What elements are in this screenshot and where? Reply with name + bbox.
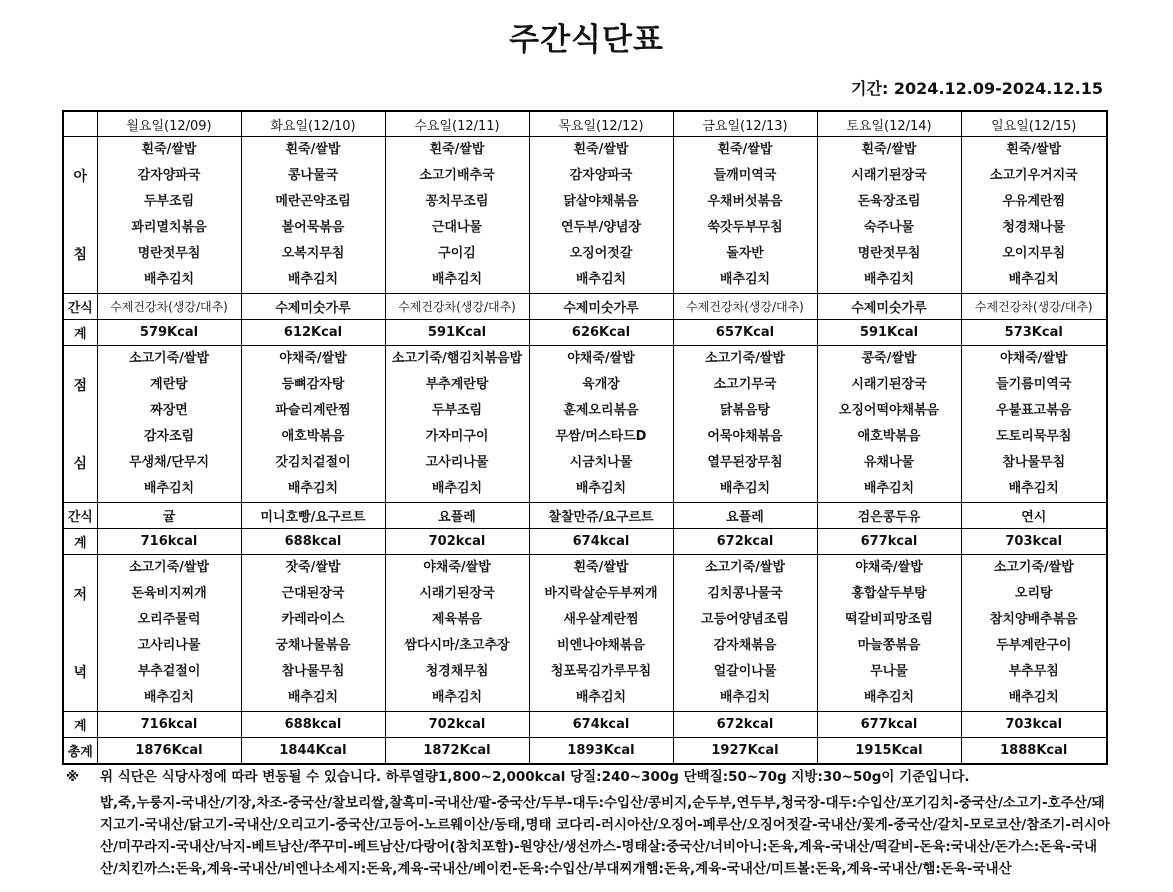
- lunch-kcal-cell: 703kcal: [961, 529, 1107, 555]
- breakfast-label-text: [64, 137, 97, 293]
- breakfast-label-char: 아: [73, 169, 88, 185]
- afternoon-snack-cell: 검은콩두유: [817, 503, 961, 529]
- breakfast-label-char: 침: [73, 247, 88, 263]
- lunch-kcal-cell: 688kcal: [241, 529, 385, 555]
- lunch-kcal-cell: 674kcal: [529, 529, 673, 555]
- menu-item: 배추김치: [575, 481, 627, 496]
- dinner-label-char: 저: [73, 587, 88, 603]
- daily-total-kcal-cell: 1915Kcal: [817, 738, 961, 765]
- dinner-cell: [385, 555, 529, 712]
- menu-item: 짜장면: [150, 403, 188, 418]
- lunch-cell: [529, 346, 673, 503]
- menu-item: 파슬리계란찜: [275, 403, 351, 418]
- menu-item: 흰죽/쌀밥: [717, 142, 773, 157]
- menu-item: 흰죽/쌀밥: [573, 142, 629, 157]
- menu-item: 고등어양념조림: [701, 612, 789, 627]
- dinner-cell: [673, 555, 817, 712]
- menu-item: 소고기무국: [713, 377, 777, 392]
- menu-item: 두부조림: [143, 194, 195, 209]
- menu-item: 배추김치: [863, 690, 915, 705]
- menu-items: [242, 137, 385, 293]
- afternoon-snack-cell: 찰찰만쥬/요구르트: [529, 503, 673, 529]
- lunch-kcal-row: [63, 529, 1107, 555]
- menu-item: 배추김치: [143, 690, 195, 705]
- menu-item: 배추김치: [287, 272, 339, 287]
- afternoon-snack-cell: 미니호빵/요구르트: [241, 503, 385, 529]
- menu-item: 배추김치: [719, 690, 771, 705]
- morning-snack-row: [63, 294, 1107, 320]
- day-header: 목요일(12/12): [529, 111, 673, 137]
- menu-item: 콩죽/쌀밥: [861, 351, 917, 366]
- lunch-kcal-cell: 702kcal: [385, 529, 529, 555]
- menu-item: 근대나물: [431, 220, 483, 235]
- breakfast-kcal-cell: 657Kcal: [673, 320, 817, 346]
- menu-item: 갓김치겉절이: [275, 455, 351, 470]
- lunch-label-char: 점: [73, 378, 88, 394]
- lunch-cell: [241, 346, 385, 503]
- menu-item: 오리주물럭: [137, 612, 201, 627]
- lunch-label-char: 심: [73, 456, 88, 472]
- afternoon-snack-cell: 귤: [97, 503, 241, 529]
- dinner-label-char: 녁: [73, 665, 88, 681]
- lunch-cell: [961, 346, 1107, 503]
- menu-item: 잣죽/쌀밥: [285, 560, 341, 575]
- menu-items: [962, 137, 1107, 293]
- menu-item: 훈제오리볶음: [563, 403, 639, 418]
- menu-items: [386, 346, 529, 502]
- dinner-cell: [529, 555, 673, 712]
- menu-item: 배추김치: [1008, 481, 1059, 496]
- afternoon-snack-row: [63, 503, 1107, 529]
- menu-item: 야채죽/쌀밥: [567, 351, 635, 366]
- breakfast-kcal-cell: 612Kcal: [241, 320, 385, 346]
- menu-item: 꽁치무조림: [425, 194, 489, 209]
- menu-item: 부추무침: [1008, 664, 1059, 679]
- dinner-label: [63, 555, 97, 712]
- lunch-cell: [673, 346, 817, 503]
- menu-item: 오징어젓갈: [569, 246, 633, 261]
- day-header: 금요일(12/13): [673, 111, 817, 137]
- menu-item: 등뼈감자탕: [281, 377, 345, 392]
- daily-total-kcal-label: 총계: [63, 738, 97, 765]
- dinner-kcal-cell: 672kcal: [673, 712, 817, 738]
- menu-items: [98, 555, 241, 711]
- menu-item: 유채나물: [863, 455, 915, 470]
- menu-item: 두부조림: [431, 403, 483, 418]
- daily-total-kcal-cell: 1872Kcal: [385, 738, 529, 765]
- dinner-kcal-row: [63, 712, 1107, 738]
- lunch-kcal-label: 계: [63, 529, 97, 555]
- menu-item: 육개장: [582, 377, 620, 392]
- afternoon-snack-cell: 요플레: [673, 503, 817, 529]
- menu-item: 무나물: [870, 664, 908, 679]
- menu-item: 얼갈이나물: [713, 664, 777, 679]
- note-symbol: ※: [66, 769, 80, 785]
- menu-item: 고사리나물: [137, 638, 201, 653]
- menu-item: 배추김치: [143, 481, 195, 496]
- menu-item: 숙주나물: [863, 220, 915, 235]
- menu-item: 참나물무침: [281, 664, 345, 679]
- menu-item: 배추김치: [287, 690, 339, 705]
- menu-items: [530, 555, 673, 711]
- breakfast-label: [63, 137, 97, 294]
- menu-items: [386, 137, 529, 293]
- menu-item: 애호박볶음: [281, 429, 345, 444]
- menu-item: 시래기된장국: [419, 586, 495, 601]
- menu-items: [962, 346, 1107, 502]
- day-header: 토요일(12/14): [817, 111, 961, 137]
- menu-items: [674, 346, 817, 502]
- dinner-kcal-cell: 677kcal: [817, 712, 961, 738]
- breakfast-row: [63, 137, 1107, 294]
- morning-snack-label: 간식: [63, 294, 97, 320]
- menu-item: 감자채볶음: [713, 638, 777, 653]
- menu-item: 돈육장조림: [857, 194, 921, 209]
- menu-item: 청경채나물: [1002, 220, 1066, 235]
- dinner-kcal-cell: 703kcal: [961, 712, 1107, 738]
- menu-items: [818, 137, 961, 293]
- dinner-kcal-cell: 688kcal: [241, 712, 385, 738]
- page-title: 주간식단표: [509, 22, 664, 58]
- menu-items: [530, 346, 673, 502]
- lunch-kcal-cell: 672kcal: [673, 529, 817, 555]
- menu-item: 쑥갓두부무침: [707, 220, 783, 235]
- menu-item: 연두부/양념장: [560, 220, 642, 235]
- lunch-cell: [817, 346, 961, 503]
- menu-item: 흰죽/쌀밥: [429, 142, 485, 157]
- lunch-cell: [97, 346, 241, 503]
- menu-item: 홍합살두부탕: [851, 586, 927, 601]
- lunch-cell: [385, 346, 529, 503]
- breakfast-kcal-cell: 626Kcal: [529, 320, 673, 346]
- menu-item: 야채죽/쌀밥: [423, 560, 491, 575]
- menu-item: 구이김: [438, 246, 476, 261]
- daily-total-kcal-cell: 1893Kcal: [529, 738, 673, 765]
- menu-item: 배추김치: [431, 481, 483, 496]
- menu-item: 배추김치: [719, 272, 771, 287]
- menu-item: 명란젓무침: [137, 246, 201, 261]
- menu-item: 배추김치: [575, 272, 627, 287]
- dinner-kcal-cell: 702kcal: [385, 712, 529, 738]
- menu-item: 메란곤약조림: [275, 194, 351, 209]
- dinner-kcal-cell: 716kcal: [97, 712, 241, 738]
- menu-items: [674, 137, 817, 293]
- menu-items: [98, 137, 241, 293]
- day-header: 일요일(12/15): [961, 111, 1107, 137]
- menu-item: 소고기배추국: [419, 168, 495, 183]
- daily-total-kcal-cell: 1927Kcal: [673, 738, 817, 765]
- menu-item: 떡갈비피망조림: [845, 612, 933, 627]
- menu-item: 카레라이스: [281, 612, 345, 627]
- note-origin-info: 밥,죽,누룽지-국내산/기장,차조-중국산/찰보리쌀,찰흑미-국내산/팥-중국산/두부-대두:수입산/콩비지,순두부,연두부,청국장-대두:수입산/포기김치-중국산/소고기-호주산/돼지고기-국내산/닭고기-국내산/오리고기-중국산/고등어-노르웨이산/동태,명태 코다리-러시아산/오징어-페루산/오징어젓갈-국내산/꽃게-중국산/갈치-모로코산/참조기-러시아산/미꾸라지-국내산/낙지-베트남산/쭈꾸미-베트남산/다랑어(참치포함)-원양산/생선까스-명태살:중국산/너비아니:돈육,계육-국내산/떡갈비-돈육:국내산/돈가스:돈육-국내산/치킨까스:돈육,계육-국내산/비엔나소세지:돈육,계육-국내산/베이컨-돈육:수입산/부대찌개햄:돈육,계육-국내산/미트볼:돈육,계육-국내산/햄:돈육-국내산: [100, 795, 1111, 877]
- menu-item: 돈육비지찌개: [131, 586, 207, 601]
- menu-item: 비엔나야채볶음: [557, 638, 645, 653]
- daily-total-kcal-row: [63, 738, 1107, 765]
- menu-item: 두부계란구이: [996, 638, 1072, 653]
- morning-snack-cell: 수제건강차(생강/대추): [673, 294, 817, 320]
- breakfast-kcal-cell: 591Kcal: [817, 320, 961, 346]
- daily-total-kcal-cell: 1844Kcal: [241, 738, 385, 765]
- dinner-cell: [241, 555, 385, 712]
- dinner-cell: [817, 555, 961, 712]
- menu-item: 시금치나물: [569, 455, 633, 470]
- menu-item: 감자조림: [143, 429, 195, 444]
- daily-total-kcal-cell: 1888Kcal: [961, 738, 1107, 765]
- menu-items: [530, 137, 673, 293]
- dinner-kcal-label: 계: [63, 712, 97, 738]
- menu-item: 배추김치: [1008, 690, 1059, 705]
- menu-item: 바지락살순두부찌개: [544, 586, 658, 601]
- afternoon-snack-label: 간식: [63, 503, 97, 529]
- breakfast-kcal-row: [63, 320, 1107, 346]
- note-calorie-guideline: 위 식단은 식당사정에 따라 변동될 수 있습니다. 하루열량1,800~2,000kcal 당질:240~300g 단백질:50~70g 지방:30~50g이 기준입니다.: [100, 769, 970, 785]
- menu-item: 흰죽/쌀밥: [141, 142, 197, 157]
- menu-item: 흰죽/쌀밥: [285, 142, 341, 157]
- menu-item: 오징어떡야채볶음: [838, 403, 940, 418]
- menu-item: 배추김치: [575, 690, 627, 705]
- menu-item: 가자미구이: [425, 429, 489, 444]
- menu-item: 닭볶음탕: [719, 403, 771, 418]
- menu-items: [674, 555, 817, 711]
- morning-snack-cell: 수제건강차(생강/대추): [97, 294, 241, 320]
- menu-item: 고사리나물: [425, 455, 489, 470]
- header-corner: [63, 111, 97, 137]
- dinner-label-text: [64, 555, 97, 711]
- lunch-row: [63, 346, 1107, 503]
- menu-item: 흰죽/쌀밥: [861, 142, 917, 157]
- menu-item: 열무된장무침: [707, 455, 783, 470]
- breakfast-cell: [241, 137, 385, 294]
- menu-item: 새우살계란찜: [563, 612, 639, 627]
- afternoon-snack-cell: 연시: [961, 503, 1107, 529]
- menu-item: 소고기죽/쌀밥: [704, 560, 786, 575]
- menu-item: 마늘쫑볶음: [857, 638, 921, 653]
- menu-item: 참나물무침: [1002, 455, 1066, 470]
- menu-item: 무쌈/머스타드D: [555, 429, 647, 444]
- menu-item: 오복지무침: [281, 246, 345, 261]
- menu-item: 우채버섯볶음: [707, 194, 783, 209]
- menu-item: 부추겉절이: [137, 664, 201, 679]
- menu-item: 돌자반: [726, 246, 764, 261]
- dinner-kcal-cell: 674kcal: [529, 712, 673, 738]
- morning-snack-cell: 수제미숫가루: [241, 294, 385, 320]
- menu-item: 콩나물국: [287, 168, 339, 183]
- notes-section: [62, 766, 1112, 880]
- menu-item: 닭살야채볶음: [563, 194, 639, 209]
- breakfast-kcal-cell: 579Kcal: [97, 320, 241, 346]
- menu-item: 우불표고볶음: [996, 403, 1072, 418]
- breakfast-kcal-label: 계: [63, 320, 97, 346]
- menu-items: [962, 555, 1107, 711]
- morning-snack-cell: 수제미숫가루: [529, 294, 673, 320]
- menu-item: 우유계란찜: [1002, 194, 1066, 209]
- morning-snack-cell: 수제미숫가루: [817, 294, 961, 320]
- menu-item: 청포묵김가루무침: [550, 664, 652, 679]
- menu-item: 계란탕: [150, 377, 188, 392]
- menu-item: 청경채무침: [425, 664, 489, 679]
- menu-item: 배추김치: [719, 481, 771, 496]
- dinner-row: [63, 555, 1107, 712]
- menu-item: 쌈다시마/초고추장: [404, 638, 510, 653]
- menu-item: 배추김치: [863, 481, 915, 496]
- menu-items: [386, 555, 529, 711]
- day-header: 월요일(12/09): [97, 111, 241, 137]
- menu-item: 야채죽/쌀밥: [999, 351, 1068, 366]
- daily-total-kcal-cell: 1876Kcal: [97, 738, 241, 765]
- menu-item: 배추김치: [143, 272, 195, 287]
- menu-item: 소고기죽/쌀밥: [128, 560, 210, 575]
- lunch-label: [63, 346, 97, 503]
- menu-items: [242, 555, 385, 711]
- menu-items: [98, 346, 241, 502]
- menu-item: 감자양파국: [569, 168, 633, 183]
- breakfast-kcal-cell: 591Kcal: [385, 320, 529, 346]
- menu-items: [242, 346, 385, 502]
- menu-item: 부추계란탕: [425, 377, 489, 392]
- menu-item: 들기름미역국: [996, 377, 1072, 392]
- menu-item: 소고기우거지국: [989, 168, 1078, 183]
- menu-item: 오리탕: [1014, 586, 1053, 601]
- menu-item: 김치콩나물국: [707, 586, 783, 601]
- menu-item: 제육볶음: [431, 612, 483, 627]
- menu-item: 감자양파국: [137, 168, 201, 183]
- breakfast-cell: [817, 137, 961, 294]
- morning-snack-cell: 수제건강차(생강/대추): [385, 294, 529, 320]
- breakfast-cell: [97, 137, 241, 294]
- menu-item: 꽈리멸치볶음: [131, 220, 207, 235]
- menu-item: 시래기된장국: [851, 377, 927, 392]
- menu-item: 볼어묵볶음: [281, 220, 345, 235]
- day-header: 수요일(12/11): [385, 111, 529, 137]
- day-header-row: [63, 111, 1107, 137]
- menu-item: 배추김치: [863, 272, 915, 287]
- menu-item: 도토리묵무침: [996, 429, 1072, 444]
- menu-item: 배추김치: [431, 690, 483, 705]
- breakfast-cell: [529, 137, 673, 294]
- menu-item: 흰죽/쌀밥: [573, 560, 629, 575]
- menu-item: 야채죽/쌀밥: [855, 560, 923, 575]
- menu-item: 소고기죽/쌀밥: [704, 351, 786, 366]
- afternoon-snack-cell: 요플레: [385, 503, 529, 529]
- menu-item: 소고기죽/햄김치볶음밥: [391, 351, 523, 366]
- menu-item: 소고기죽/쌀밥: [128, 351, 210, 366]
- menu-item: 소고기죽/쌀밥: [993, 560, 1074, 575]
- menu-item: 배추김치: [431, 272, 483, 287]
- menu-item: 시래기된장국: [851, 168, 927, 183]
- menu-items: [818, 555, 961, 711]
- menu-item: 들깨미역국: [713, 168, 777, 183]
- menu-item: 배추김치: [1008, 272, 1059, 287]
- breakfast-cell: [961, 137, 1107, 294]
- day-header: 화요일(12/10): [241, 111, 385, 137]
- lunch-kcal-cell: 677kcal: [817, 529, 961, 555]
- breakfast-cell: [673, 137, 817, 294]
- morning-snack-cell: 수제건강차(생강/대추): [961, 294, 1107, 320]
- breakfast-cell: [385, 137, 529, 294]
- dinner-cell: [97, 555, 241, 712]
- lunch-label-text: [64, 346, 97, 502]
- dinner-cell: [961, 555, 1107, 712]
- menu-item: 배추김치: [287, 481, 339, 496]
- menu-period: 기간: 2024.12.09-2024.12.15: [851, 79, 1103, 98]
- menu-item: 야채죽/쌀밥: [279, 351, 347, 366]
- menu-item: 흰죽/쌀밥: [1006, 142, 1062, 157]
- menu-items: [818, 346, 961, 502]
- breakfast-kcal-cell: 573Kcal: [961, 320, 1107, 346]
- menu-item: 애호박볶음: [857, 429, 921, 444]
- lunch-kcal-cell: 716kcal: [97, 529, 241, 555]
- menu-item: 어묵야채볶음: [707, 429, 783, 444]
- menu-item: 명란젓무침: [857, 246, 921, 261]
- menu-item: 근대된장국: [281, 586, 345, 601]
- menu-item: 오이지무침: [1002, 246, 1066, 261]
- menu-item: 무생채/단무지: [128, 455, 210, 470]
- weekly-menu-table: [62, 110, 1108, 765]
- menu-item: 참치양배추볶음: [989, 612, 1078, 627]
- menu-item: 궁채나물볶음: [275, 638, 351, 653]
